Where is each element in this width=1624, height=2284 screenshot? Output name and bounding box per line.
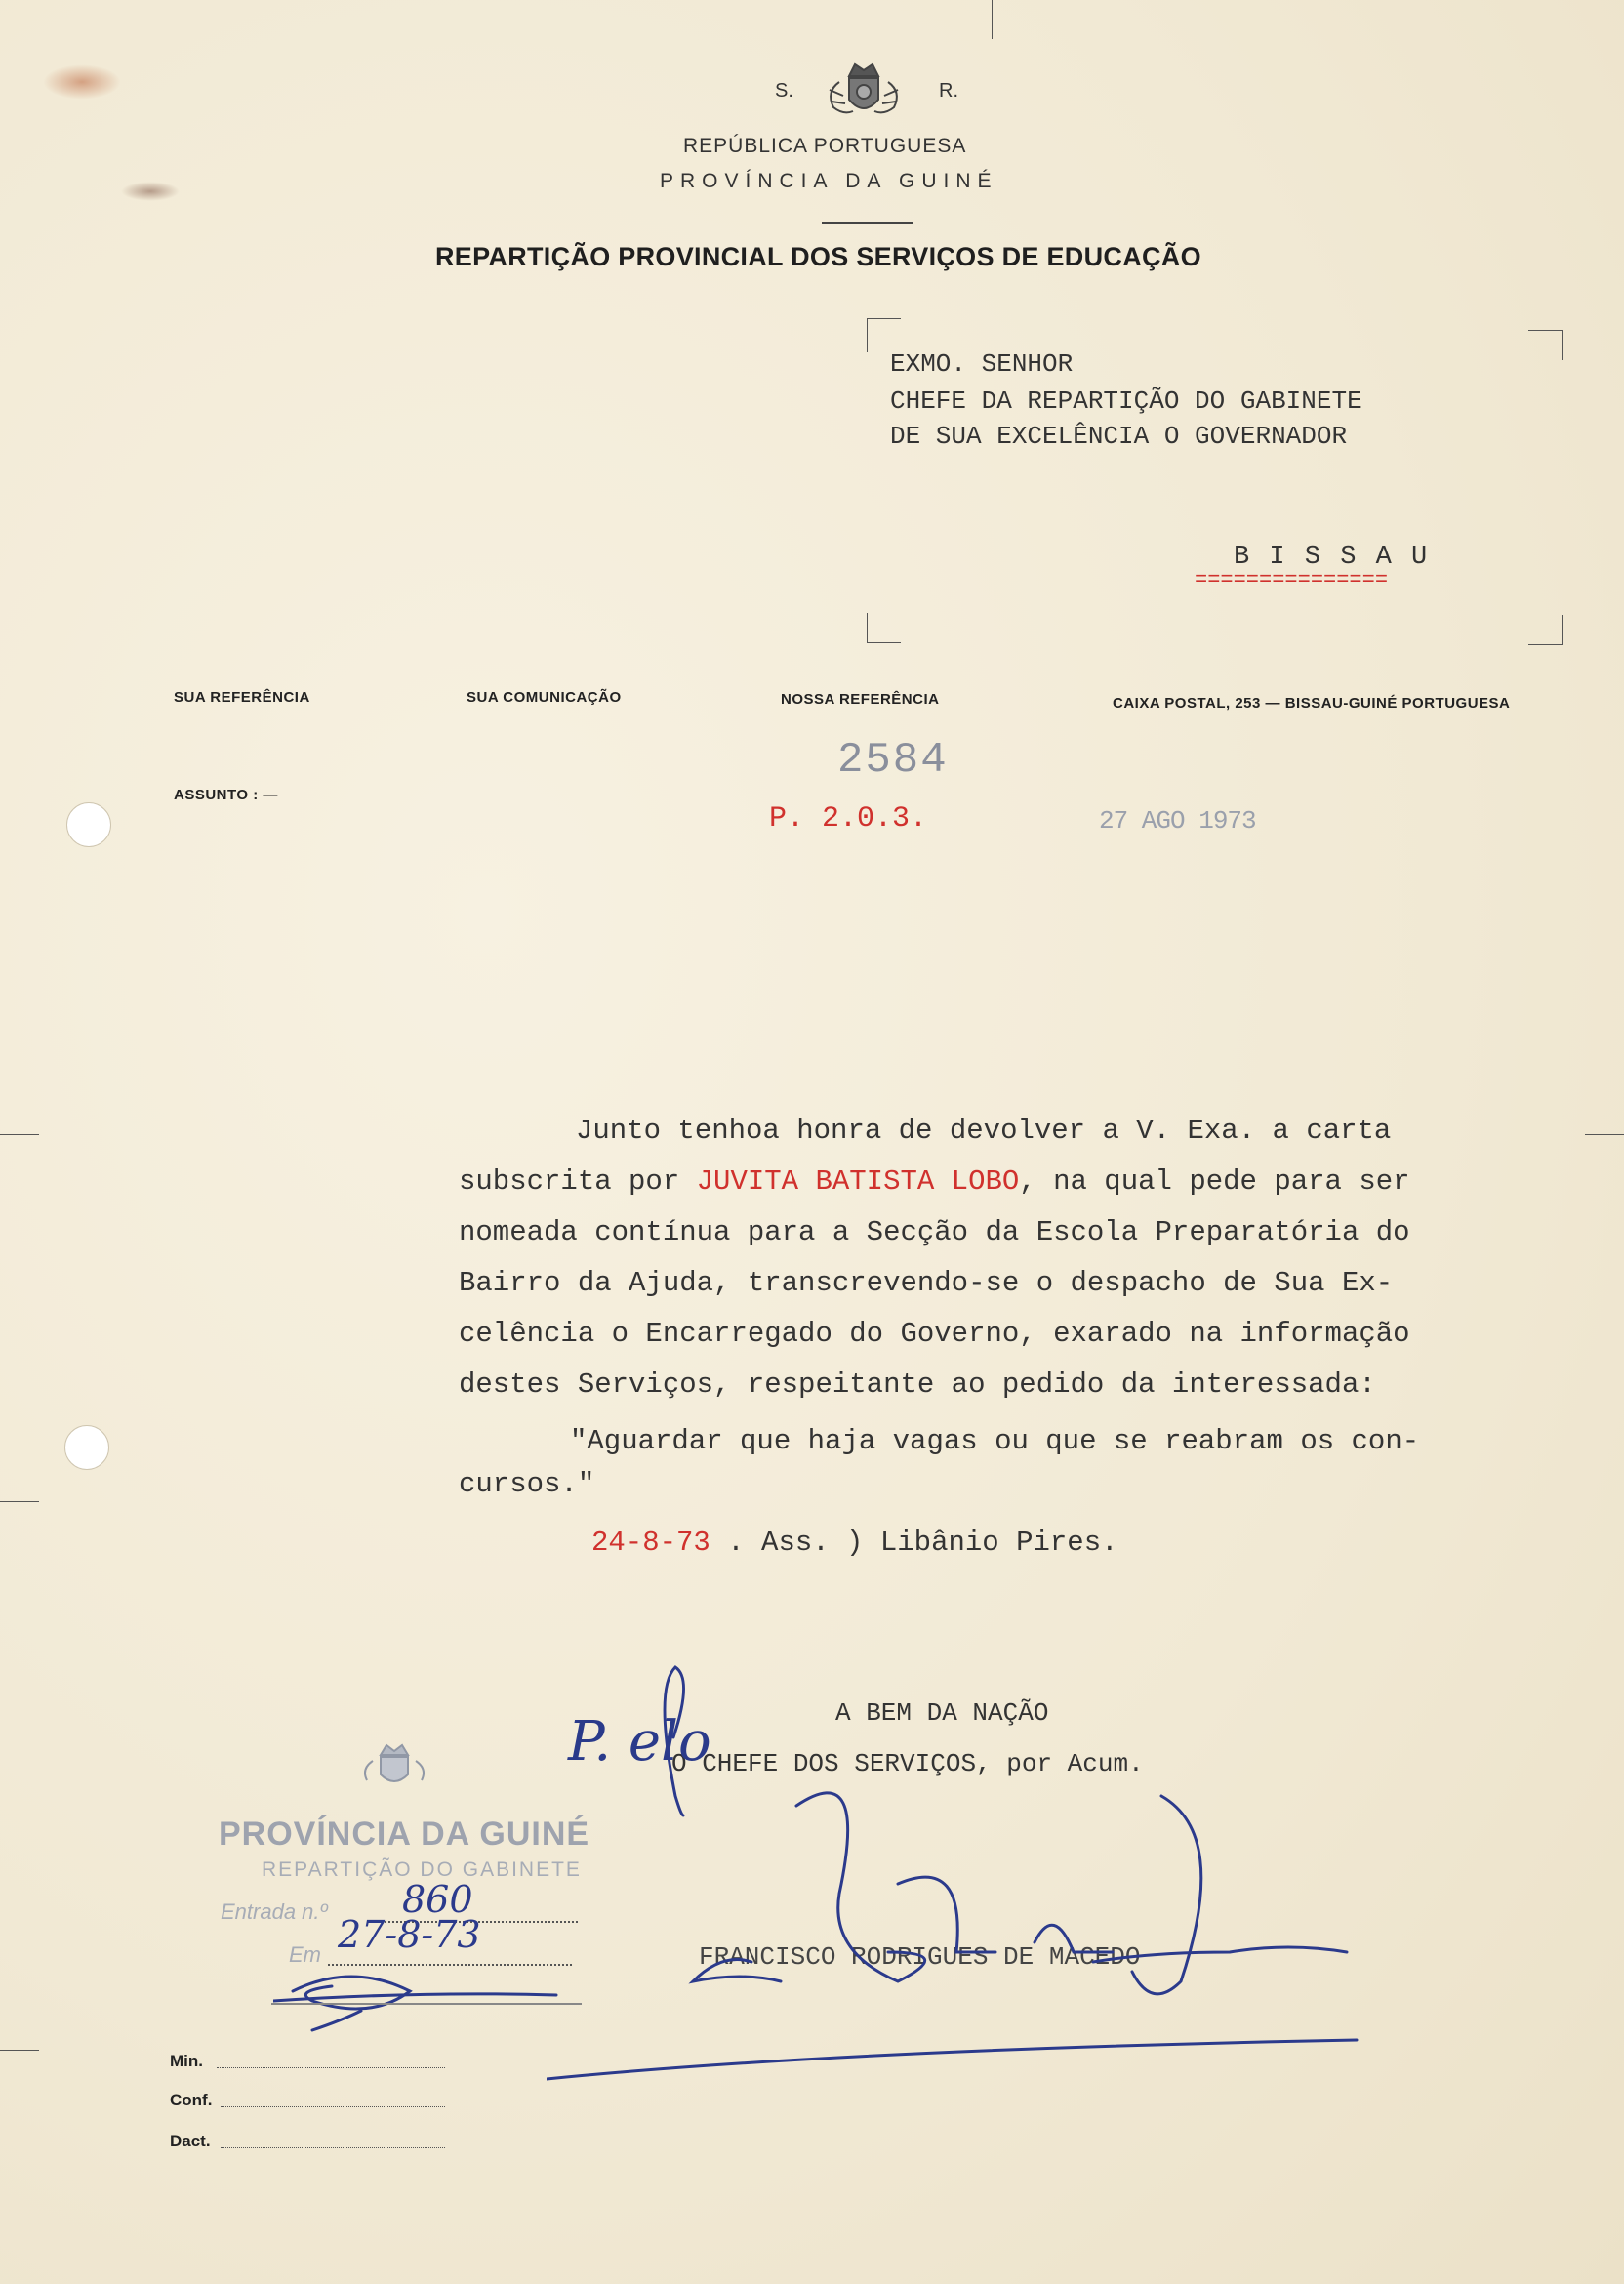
- paper-stain: [43, 64, 121, 100]
- body-line: [459, 1158, 1410, 1206]
- body-line: nomeada contínua para a Secção da Escola Preparatória do: [459, 1216, 1410, 1248]
- footer-min-line: [217, 2067, 445, 2068]
- signatory-name: FRANCISCO RODRIGUES DE MACEDO: [699, 1942, 1141, 1972]
- stamp-entrada-label: Entrada n.º: [221, 1899, 328, 1924]
- dispatch-signature-line: [591, 1519, 1118, 1568]
- nossa-referencia-label: NOSSA REFERÊNCIA: [781, 691, 940, 708]
- footer-conf-line: [221, 2106, 445, 2107]
- fold-mark: [0, 2050, 39, 2051]
- stamp-em-value: 27-8-73: [338, 1913, 481, 1956]
- province-title: PROVÍNCIA DA GUINÉ: [660, 170, 998, 192]
- footer-dact-line: [221, 2147, 445, 2148]
- address-corner: [1528, 615, 1563, 645]
- addressee-line: CHEFE DA REPARTIÇÃO DO GABINETE: [890, 387, 1362, 416]
- stamp-emblem: [355, 1739, 433, 1798]
- letterhead-divider: [822, 222, 914, 224]
- letterhead-r: R.: [939, 80, 958, 102]
- sua-referencia-label: SUA REFERÊNCIA: [174, 689, 310, 706]
- stamp-department: REPARTIÇÃO DO GABINETE: [262, 1858, 582, 1881]
- date-stamp: 27 AGO 1973: [1099, 806, 1256, 836]
- address-corner: [1528, 330, 1563, 360]
- assunto-label: ASSUNTO : —: [174, 787, 278, 803]
- body-line: destes Serviços, respeitante ao pedido da interessada:: [459, 1368, 1376, 1401]
- body-text-span: subscrita por: [459, 1165, 697, 1198]
- reference-code: P. 2.0.3.: [769, 802, 928, 836]
- addressee-line: EXMO. SENHOR: [890, 349, 1074, 379]
- addressee-line: DE SUA EXCELÊNCIA O GOVERNADOR: [890, 422, 1348, 451]
- fold-mark: [992, 0, 993, 39]
- republic-title: REPÚBLICA PORTUGUESA: [683, 135, 967, 157]
- body-text-span: , na qual pede para ser: [1019, 1165, 1410, 1198]
- handwritten-signature: [547, 1659, 1386, 2089]
- closing-salutation: A BEM DA NAÇÃO: [835, 1698, 1049, 1728]
- addressee-city: B I S S A U: [1234, 543, 1430, 572]
- sua-comunicacao-label: SUA COMUNICAÇÃO: [467, 689, 622, 706]
- footer-min-label: Min.: [170, 2052, 203, 2070]
- fold-mark: [0, 1501, 39, 1502]
- stamp-divider: [271, 2003, 582, 2005]
- punch-hole: [64, 1425, 109, 1470]
- footer-conf-label: Conf.: [170, 2091, 213, 2109]
- footer-dact-label: Dact.: [170, 2132, 211, 2150]
- body-line: Bairro da Ajuda, transcrevendo-se o despacho de Sua Ex-: [459, 1267, 1394, 1299]
- addressee-city-underline: ===============: [1195, 568, 1389, 592]
- fold-mark: [1585, 1134, 1624, 1135]
- handwritten-pelo: P. elo: [568, 1710, 711, 1774]
- stamp-province: PROVÍNCIA DA GUINÉ: [219, 1815, 590, 1853]
- body-line: celência o Encarregado do Governo, exarado na informação: [459, 1318, 1410, 1350]
- coat-of-arms-emblem: [820, 57, 908, 127]
- paper-stain: [121, 182, 180, 201]
- fold-mark: [0, 1134, 39, 1135]
- stamp-initials-scribble: [273, 1962, 566, 2040]
- body-line: Junto tenhoa honra de devolver a V. Exa. a carta: [576, 1115, 1392, 1147]
- applicant-name: JUVITA BATISTA LOBO: [696, 1165, 1020, 1198]
- stamp-entrada-value: 860: [402, 1878, 473, 1921]
- dispatch-date: 24-8-73: [591, 1527, 710, 1559]
- dispatch-quote: "Aguardar que haja vagas ou que se reabram os con-: [570, 1425, 1420, 1457]
- stamp-em-label: Em: [289, 1942, 321, 1967]
- department-title: REPARTIÇÃO PROVINCIAL DOS SERVIÇOS DE EDUCAÇÃO: [435, 242, 1201, 271]
- punch-hole: [66, 802, 111, 847]
- caixa-postal-label: CAIXA POSTAL, 253 — BISSAU-GUINÉ PORTUGUESA: [1113, 695, 1511, 712]
- reference-number-stamp: 2584: [837, 736, 949, 785]
- letterhead-s: S.: [775, 80, 793, 102]
- closing-title: O CHEFE DOS SERVIÇOS, por Acum.: [671, 1749, 1144, 1778]
- address-corner: [867, 613, 901, 643]
- address-corner: [867, 318, 901, 352]
- dispatch-signer: . Ass. ) Libânio Pires.: [727, 1527, 1118, 1559]
- dispatch-quote: cursos.": [459, 1468, 595, 1500]
